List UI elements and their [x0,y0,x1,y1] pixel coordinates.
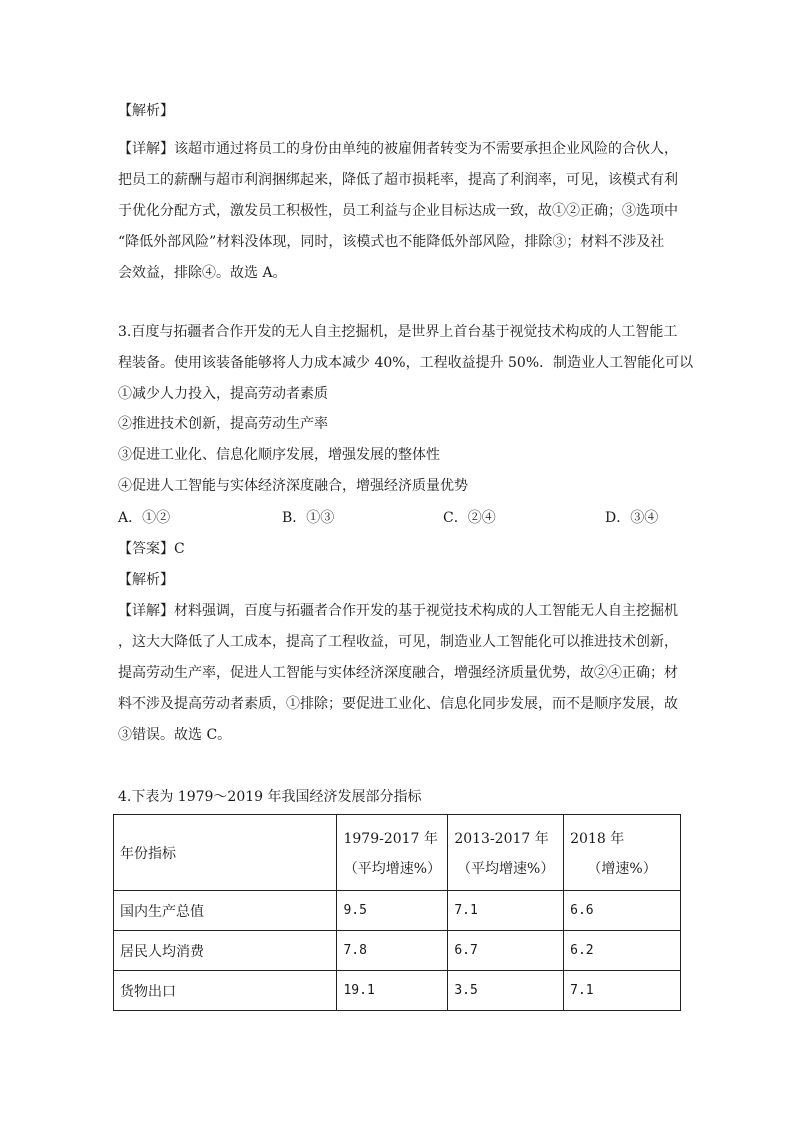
q3-option-a: A．①② [118,510,171,526]
q4-stem: 4.下表为 1979～2019 年我国经济发展部分指标 [118,789,422,805]
q3-item-4: ④促进人工智能与实体经济深度融合，增强经济质量优势 [118,478,468,494]
table-header-col-3 [564,815,681,891]
table-row [114,931,681,971]
q3-option-b: B．①③ [282,510,335,526]
table-cell: 6.2 [564,931,681,971]
header-col-3-years: 2018 年 [570,830,625,847]
q3-stem-line-2: 程装备。使用该装备能够将人力成本减少 40%，工程收益提升 50%．制造业人工智能化可以 [118,355,694,371]
table-cell: 7.1 [564,971,681,1011]
table-header-row [114,815,681,891]
table-header-col-1 [337,815,448,891]
table-row [114,891,681,931]
row-label: 国内生产总值 [114,891,337,931]
table-row [114,971,681,1011]
table-cell: 7.8 [337,931,448,971]
q3-detail-line-4: 料不涉及提高劳动者素质，①排除；要促进工业化、信息化同步发展，而不是顺序发展，故 [118,696,678,712]
table-header-col-2 [448,815,564,891]
q2-detail-line-4: “降低外部风险”材料没体现，同时，该模式也不能降低外部风险，排除③；材料不涉及社 [118,234,665,250]
q2-analysis-label: 【解析】 [118,103,174,119]
economic-indicators-table [113,814,681,1011]
q2-detail-line-2: 把员工的薪酬与超市利润捆绑起来，降低了超市损耗率，提高了利润率，可见，该模式有利 [118,172,678,188]
q3-detail-line-3: 提高劳动生产率，促进人工智能与实体经济深度融合，增强经济质量优势，故②④正确；材 [118,665,678,681]
q3-stem-line-1: 3.百度与拓疆者合作开发的无人自主挖掘机，是世界上首台基于视觉技术构成的人工智能工 [118,324,678,340]
row-label: 货物出口 [114,971,337,1011]
q3-answer: 【答案】C [118,541,185,557]
row-label: 居民人均消费 [114,931,337,971]
table-cell: 6.6 [564,891,681,931]
q3-item-2: ②推进技术创新，提高劳动生产率 [118,416,328,432]
table-cell: 19.1 [337,971,448,1011]
table-cell: 7.1 [448,891,564,931]
q2-detail-line-5: 会效益，排除④。故选 A。 [118,265,287,281]
table-cell: 6.7 [448,931,564,971]
table-cell: 9.5 [337,891,448,931]
q3-detail-line-2: ，这大大降低了人工成本，提高了工程收益，可见，制造业人工智能化可以推进技术创新， [118,634,678,650]
q3-detail-line-1: 【详解】材料强调，百度与拓疆者合作开发的基于视觉技术构成的人工智能无人自主挖掘机 [118,603,678,619]
header-col-2-unit: （平均增速%） [457,860,555,877]
q3-item-3: ③促进工业化、信息化顺序发展，增强发展的整体性 [118,447,440,463]
q2-detail-line-1: 【详解】该超市通过将员工的身份由单纯的被雇佣者转变为不需要承担企业风险的合伙人， [118,141,678,157]
q3-option-d: D．③④ [605,510,659,526]
table-cell: 3.5 [448,971,564,1011]
q3-option-c: C．②④ [443,510,496,526]
header-col-1-unit: （平均增速%） [343,860,442,877]
q3-detail-line-5: ③错误。故选 C。 [118,727,232,743]
q3-item-1: ①减少人力投入，提高劳动者素质 [118,386,328,402]
header-col-1-years: 1979-2017 年 [343,830,438,847]
q2-detail-line-3: 于优化分配方式，激发员工积极性，员工利益与企业目标达成一致，故①②正确；③选项中 [118,203,678,219]
q3-analysis-label: 【解析】 [118,572,174,588]
header-col-2-years: 2013-2017 年 [454,830,549,847]
header-col-3-unit: （增速%） [587,860,657,877]
table-corner-cell: 年份指标 [114,815,337,891]
